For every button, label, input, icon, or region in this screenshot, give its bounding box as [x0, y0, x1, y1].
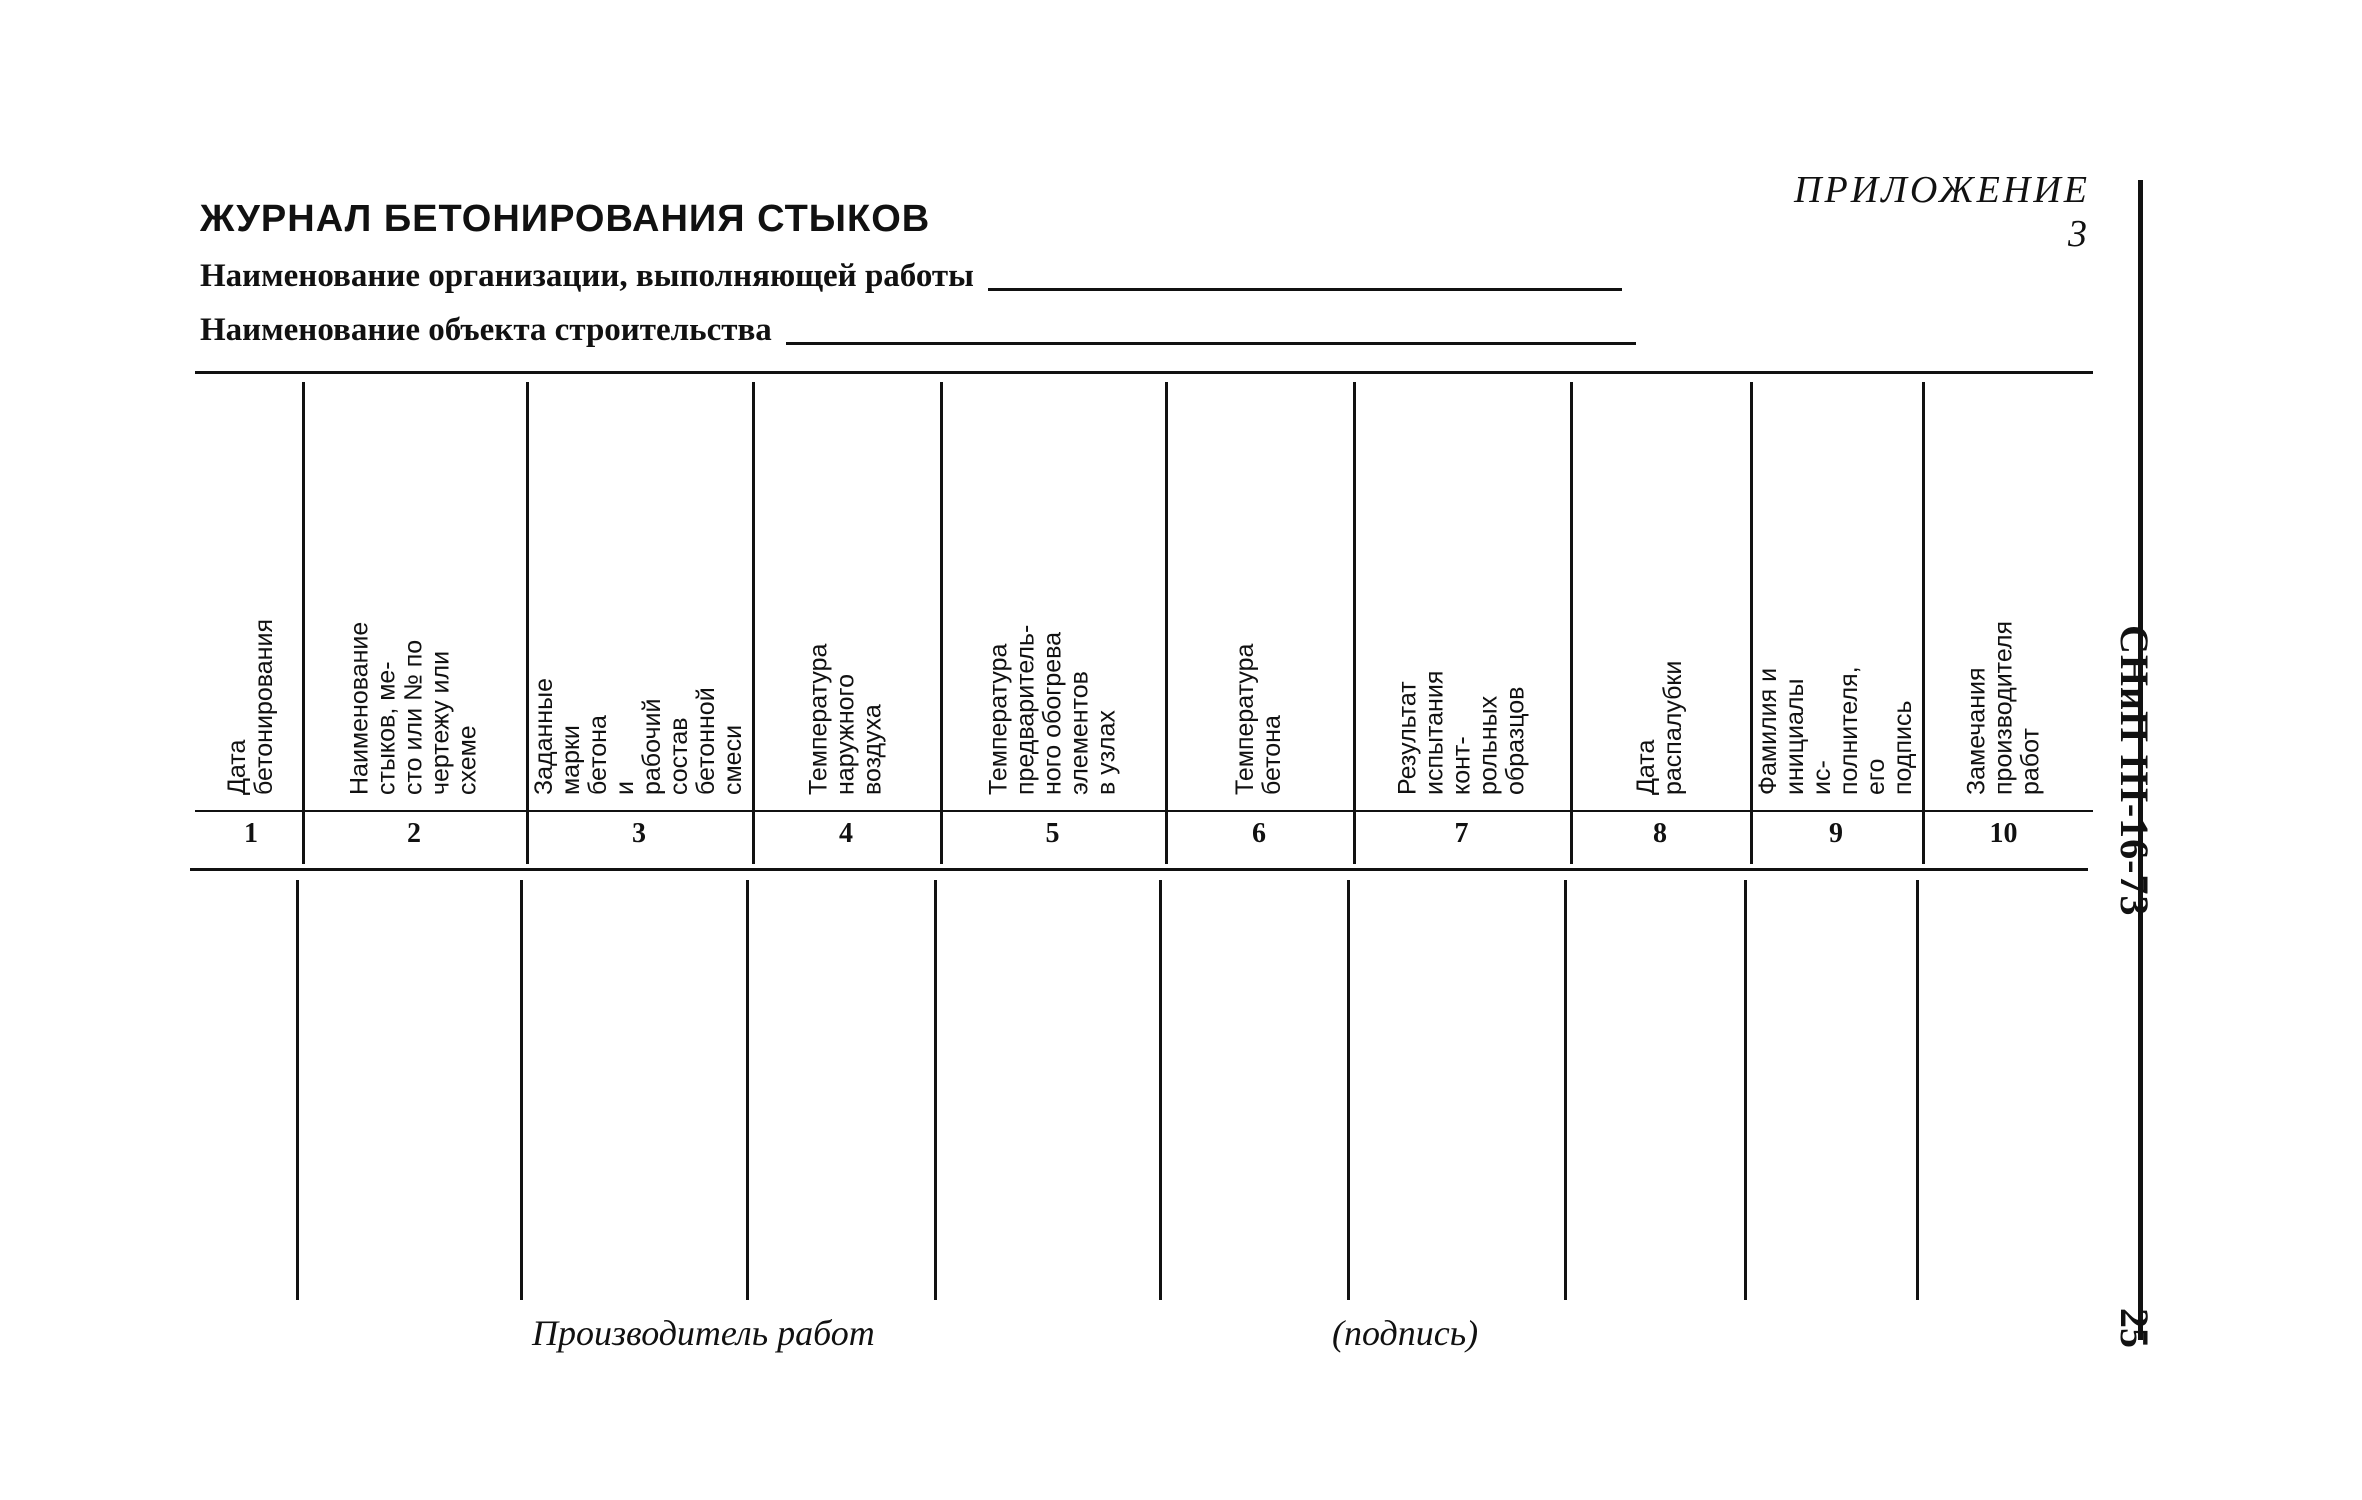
column-header-text: Дата распалубки: [1632, 660, 1687, 795]
table-body-divider: [1744, 880, 1747, 1300]
object-field: [200, 312, 1636, 349]
column-number: 6: [1252, 818, 1266, 849]
table-number-row-rule: [190, 868, 2088, 871]
journal-title: ЖУРНАЛ БЕТОНИРОВАНИЯ СТЫКОВ: [200, 198, 931, 240]
column-header: [1570, 380, 1750, 805]
column-header: [752, 380, 940, 805]
column-header: [1165, 380, 1353, 805]
column-header: [302, 380, 526, 805]
column-number: 1: [244, 818, 258, 849]
object-blank-line[interactable]: [786, 341, 1636, 345]
organization-label: Наименование организации, выполняющей работы: [200, 258, 974, 294]
column-header: [1922, 380, 2085, 805]
entry-cell[interactable]: [754, 880, 934, 1300]
column-header-text: Дата бетонирования: [223, 619, 278, 795]
table-body-divider: [1916, 880, 1919, 1300]
document-code: СНиП III-16-73: [2112, 625, 2157, 917]
column-header: [526, 380, 752, 805]
column-number: 7: [1454, 818, 1469, 849]
table-body-divider: [746, 880, 749, 1300]
column-header: [940, 380, 1165, 805]
column-number: 10: [1989, 818, 2018, 849]
table-body-divider: [934, 880, 937, 1300]
entry-cell[interactable]: [304, 880, 520, 1300]
table-top-rule: [195, 371, 2093, 374]
page-number: 25: [2112, 1308, 2157, 1348]
entry-cell[interactable]: [202, 880, 296, 1300]
column-header-text: Температура бетона: [1231, 643, 1286, 795]
column-header-text: Результат испытания конт- рольных образцов: [1393, 670, 1529, 795]
table-header-divider: [195, 810, 2093, 812]
entry-cell[interactable]: [1572, 880, 1744, 1300]
column-header-text: Наименование стыков, ме- сто или № по чертежу или схеме: [345, 621, 482, 795]
table-body-divider: [1564, 880, 1567, 1300]
column-header: [1750, 380, 1922, 805]
signature-label: (подпись): [1332, 1313, 1479, 1353]
column-header-text: Замечания производителя работ: [1962, 620, 2044, 795]
producer-label: Производитель работ: [532, 1313, 875, 1353]
table-body-divider: [1159, 880, 1162, 1300]
column-number: 9: [1829, 818, 1843, 849]
entry-cell[interactable]: [1752, 880, 1916, 1300]
column-header-text: Температура предваритель- ного обогрева элементов в узлах: [984, 624, 1120, 795]
column-header-text: Заданные марки бетона и рабочий состав бетонной смеси: [530, 678, 747, 795]
entry-cell[interactable]: [1924, 880, 2079, 1300]
column-number: 4: [839, 818, 853, 849]
table-body-divider: [520, 880, 523, 1300]
organization-blank-line[interactable]: [988, 287, 1622, 291]
table-body-divider: [1347, 880, 1350, 1300]
column-header-text: Температура наружного воздуха: [804, 643, 887, 795]
column-header: [1353, 380, 1570, 805]
entry-cell[interactable]: [1355, 880, 1564, 1300]
organization-field: [200, 258, 1622, 295]
column-number: 3: [632, 818, 646, 849]
column-number: 8: [1653, 818, 1667, 849]
entry-cell[interactable]: [942, 880, 1159, 1300]
entry-cell[interactable]: [1167, 880, 1347, 1300]
column-header-text: Фамилия и инициалы ис- полнителя, его подпись: [1754, 666, 1917, 795]
column-number: 2: [407, 818, 421, 849]
appendix-label: ПРИЛОЖЕНИЕ 3: [1794, 169, 2090, 255]
table-body-divider: [296, 880, 299, 1300]
object-label: Наименование объекта строительства: [200, 312, 772, 348]
entry-cell[interactable]: [528, 880, 746, 1300]
column-number: 5: [1045, 818, 1060, 849]
column-header: [200, 380, 302, 805]
